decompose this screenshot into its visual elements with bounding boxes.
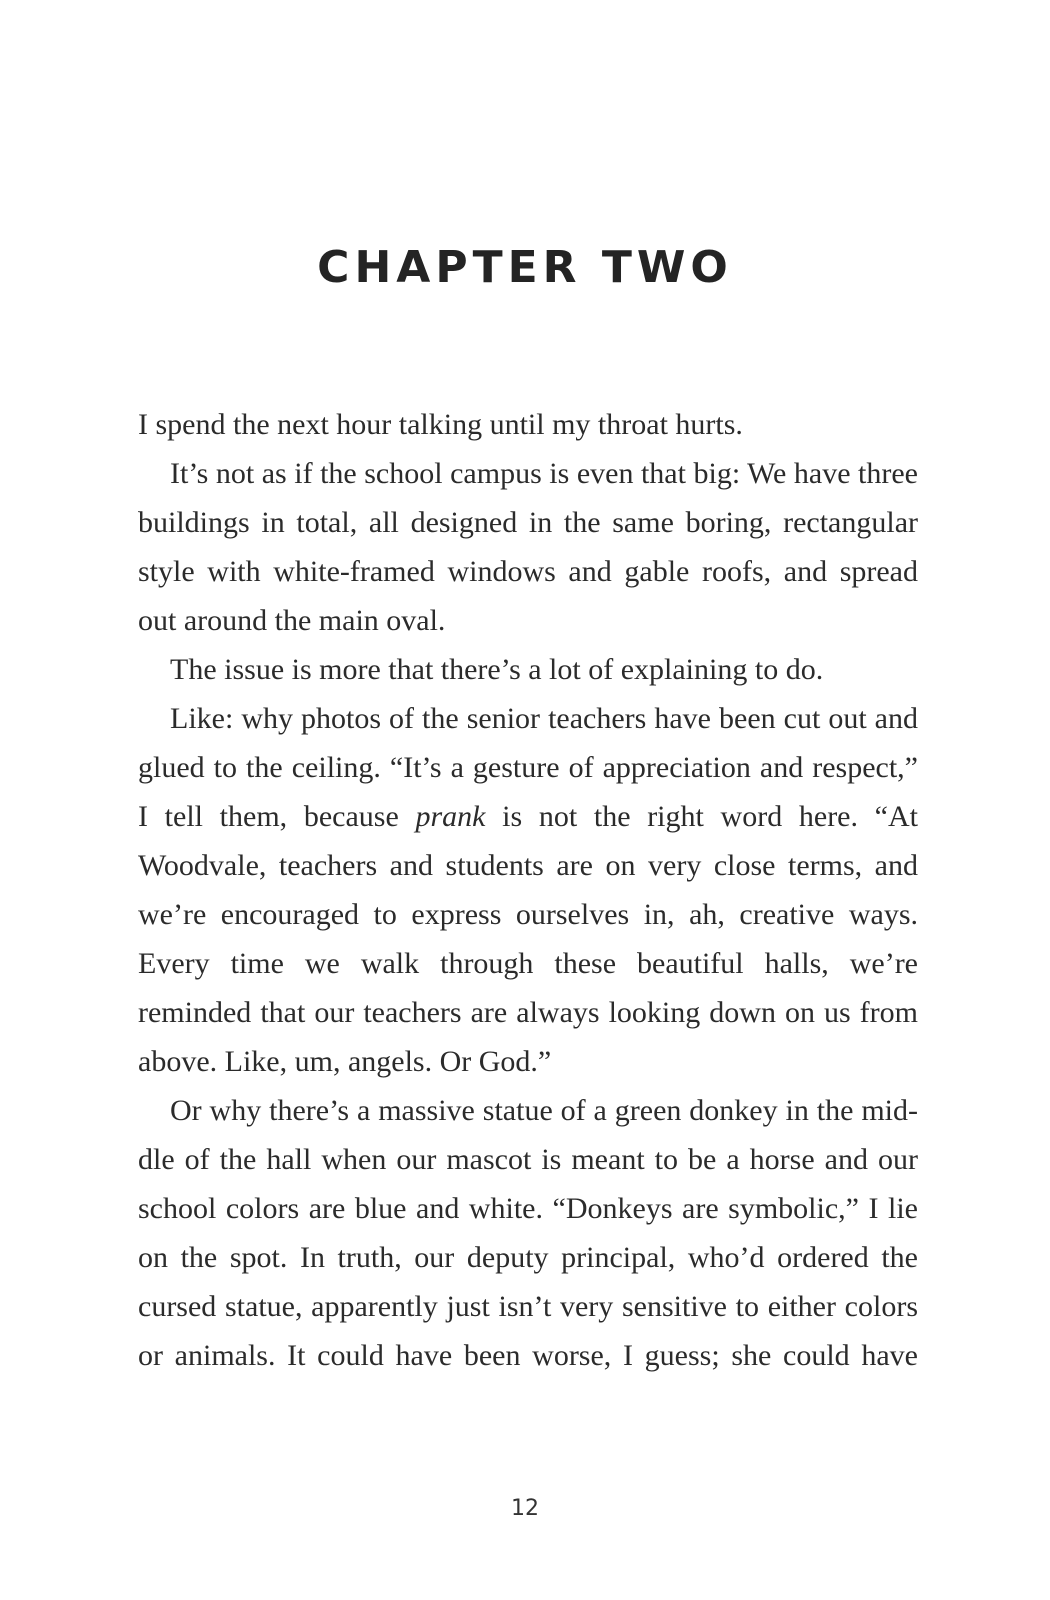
emphasized-word: prank: [415, 800, 486, 833]
page-number: 12: [511, 1496, 539, 1521]
paragraph: I spend the next hour talking until my throat hurts.: [138, 408, 743, 441]
paragraph: Or why there’s a massive statue of a green donkey in the middle of the hall when our mascot is meant to be a horse and our school colors are blue and white. “Donkeys are symbolic,” I lie on the spot. In truth, our deputy principal, who’d ordered the cursed statue, apparently just isn’t very sensitive to either colors or animals. It could have been worse, I guess; she could have: [138, 1094, 918, 1372]
paragraph-text: is not the right word here. “At Woodvale, teachers and students are on very close terms, and we’re encouraged to express ourselves in, ah, creative ways. Every time we walk through these beautiful halls, we’re reminded that our teachers are always looking down on us from above. Like, um, angels. Or God.”: [138, 800, 918, 1078]
paragraph: [138, 694, 918, 1086]
chapter-title: CHAPTER TWO: [317, 242, 733, 293]
paragraph-text: Like: why photos of the senior teachers have been cut out and glued to the ceiling. “It’s a gesture of appreciation and respect,” I tell them, because: [138, 702, 918, 833]
paragraph: The issue is more that there’s a lot of explaining to do.: [170, 653, 824, 686]
body-text: [138, 400, 918, 1380]
paragraph: It’s not as if the school campus is even that big: We have three buildings in total, all designed in the same boring, rectangular style with white-framed windows and gable roofs, and spread out around the main oval.: [138, 457, 918, 637]
